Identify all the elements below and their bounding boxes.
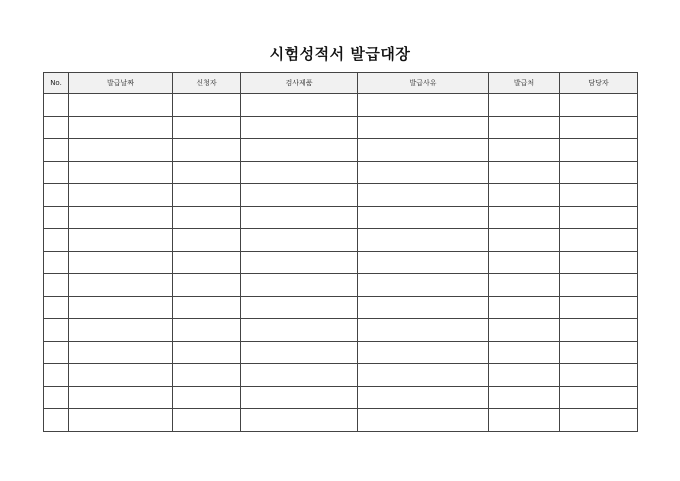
table-cell[interactable] [560,274,638,297]
table-cell[interactable] [358,139,489,162]
table-cell[interactable] [489,409,560,432]
table-cell[interactable] [69,161,173,184]
table-cell[interactable] [69,94,173,117]
table-cell[interactable] [173,116,241,139]
table-cell[interactable] [560,364,638,387]
table-cell[interactable] [69,206,173,229]
table-cell[interactable] [44,386,69,409]
table-cell[interactable] [173,94,241,117]
table-cell[interactable] [560,409,638,432]
table-cell[interactable] [489,206,560,229]
table-cell[interactable] [69,116,173,139]
table-cell[interactable] [44,184,69,207]
table-cell[interactable] [241,386,358,409]
table-cell[interactable] [241,409,358,432]
table-cell[interactable] [560,94,638,117]
table-cell[interactable] [173,341,241,364]
table-cell[interactable] [489,184,560,207]
table-cell[interactable] [489,161,560,184]
table-cell[interactable] [173,386,241,409]
table-row [44,274,638,297]
table-cell[interactable] [489,139,560,162]
table-cell[interactable] [69,184,173,207]
table-cell[interactable] [560,386,638,409]
table-cell[interactable] [358,229,489,252]
table-cell[interactable] [44,364,69,387]
col-header-tested-product: 검사제품 [241,73,358,94]
table-cell[interactable] [560,139,638,162]
table-row [44,319,638,342]
table-cell[interactable] [358,274,489,297]
table-cell[interactable] [44,94,69,117]
table-cell[interactable] [69,229,173,252]
table-cell[interactable] [489,386,560,409]
table-cell[interactable] [44,409,69,432]
table-cell[interactable] [358,341,489,364]
table-cell[interactable] [358,184,489,207]
table-cell[interactable] [44,341,69,364]
table-row [44,341,638,364]
table-row [44,116,638,139]
table-cell[interactable] [358,251,489,274]
col-header-no: No. [44,73,69,94]
table-cell[interactable] [560,116,638,139]
table-cell[interactable] [173,139,241,162]
table-cell[interactable] [173,229,241,252]
table-cell[interactable] [489,274,560,297]
table-cell[interactable] [173,206,241,229]
table-cell[interactable] [44,206,69,229]
table-cell[interactable] [241,139,358,162]
table-cell[interactable] [358,409,489,432]
table-row [44,409,638,432]
table-cell[interactable] [358,161,489,184]
col-header-applicant: 신청자 [173,73,241,94]
table-row [44,229,638,252]
table-cell[interactable] [560,206,638,229]
table-row [44,161,638,184]
table-cell[interactable] [489,364,560,387]
table-cell[interactable] [241,364,358,387]
table-cell[interactable] [44,296,69,319]
table-cell[interactable] [489,319,560,342]
table-cell[interactable] [560,161,638,184]
table-cell[interactable] [241,319,358,342]
table-cell[interactable] [489,94,560,117]
table-cell[interactable] [173,161,241,184]
table-cell[interactable] [358,206,489,229]
table-row [44,296,638,319]
table-cell[interactable] [69,296,173,319]
col-header-issue-date: 발급날짜 [69,73,173,94]
table-cell[interactable] [173,319,241,342]
table-cell[interactable] [560,319,638,342]
table-row [44,251,638,274]
table-cell[interactable] [173,274,241,297]
table-row [44,94,638,117]
table-cell[interactable] [69,409,173,432]
table-cell[interactable] [173,184,241,207]
table-cell[interactable] [241,94,358,117]
table-cell[interactable] [69,319,173,342]
table-cell[interactable] [241,296,358,319]
ledger-table [43,72,638,432]
table-cell[interactable] [69,274,173,297]
table-cell[interactable] [489,229,560,252]
table-cell[interactable] [560,184,638,207]
ledger-body [44,94,638,432]
table-cell[interactable] [44,161,69,184]
table-cell[interactable] [489,341,560,364]
table-row [44,364,638,387]
table-cell[interactable] [44,229,69,252]
table-cell[interactable] [173,296,241,319]
table-cell[interactable] [173,409,241,432]
table-cell[interactable] [241,341,358,364]
table-cell[interactable] [69,139,173,162]
table-cell[interactable] [241,184,358,207]
table-cell[interactable] [489,296,560,319]
table-cell[interactable] [69,386,173,409]
table-cell[interactable] [173,364,241,387]
table-cell[interactable] [44,139,69,162]
table-row [44,184,638,207]
table-cell[interactable] [489,251,560,274]
table-cell[interactable] [241,206,358,229]
table-cell[interactable] [44,116,69,139]
table-cell[interactable] [241,229,358,252]
table-cell[interactable] [560,251,638,274]
table-cell[interactable] [358,116,489,139]
table-row [44,206,638,229]
table-cell[interactable] [241,251,358,274]
table-cell[interactable] [44,251,69,274]
table-cell[interactable] [358,94,489,117]
table-cell[interactable] [560,229,638,252]
table-cell[interactable] [560,341,638,364]
table-cell[interactable] [173,251,241,274]
table-cell[interactable] [44,274,69,297]
col-header-issued-to: 발급처 [489,73,560,94]
table-cell[interactable] [358,386,489,409]
header-row [44,73,638,94]
table-cell[interactable] [69,341,173,364]
table-cell[interactable] [69,251,173,274]
table-cell[interactable] [69,364,173,387]
table-row [44,139,638,162]
table-cell[interactable] [358,364,489,387]
col-header-issue-reason: 발급사유 [358,73,489,94]
table-cell[interactable] [489,116,560,139]
table-cell[interactable] [560,296,638,319]
table-cell[interactable] [241,161,358,184]
table-cell[interactable] [358,319,489,342]
table-row [44,386,638,409]
table-cell[interactable] [241,116,358,139]
table-cell[interactable] [241,274,358,297]
page-title: 시험성적서 발급대장 [269,45,411,63]
table-cell[interactable] [44,319,69,342]
table-cell[interactable] [358,296,489,319]
col-header-person-in-charge: 담당자 [560,73,638,94]
